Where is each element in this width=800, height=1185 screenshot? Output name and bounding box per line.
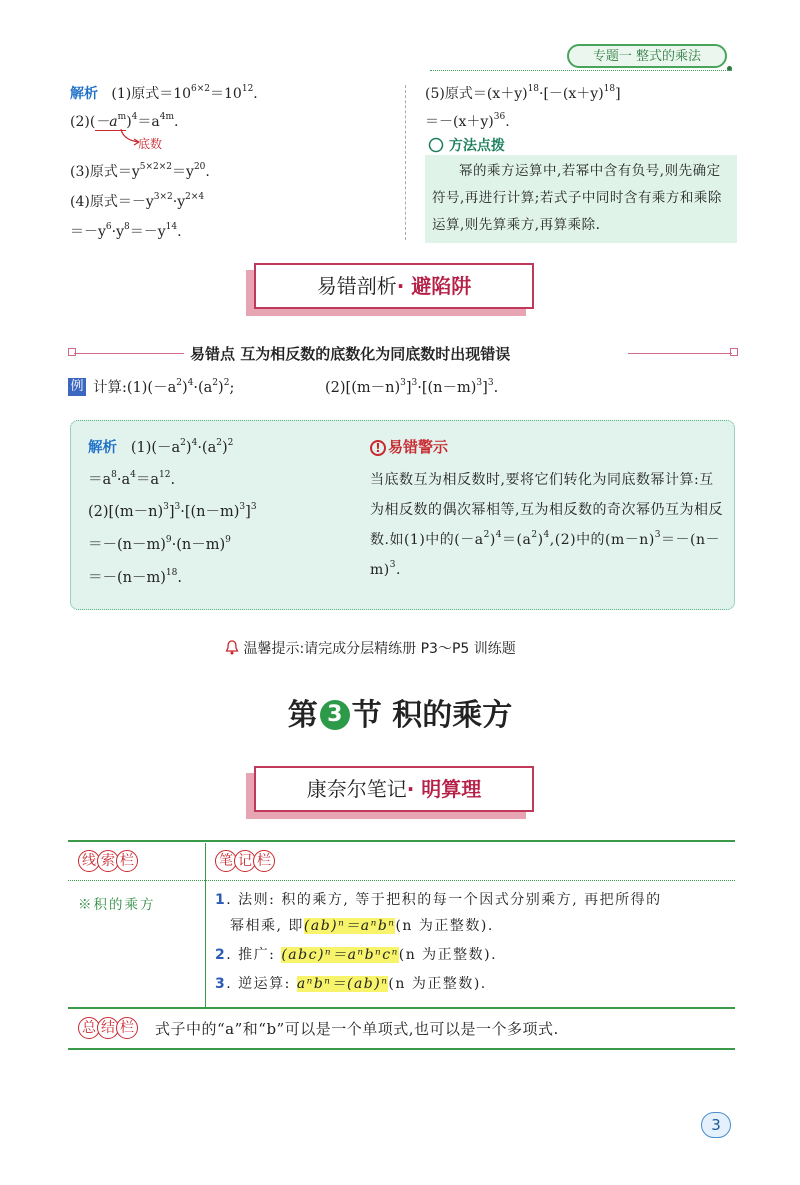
page-number: 3	[701, 1112, 731, 1138]
analysis-line-5: $=-y^6\cdot y^8=-y^{14}$.	[70, 222, 182, 240]
compass-icon	[428, 137, 444, 153]
section-number-badge: 3	[320, 700, 350, 730]
analysis-line-3: (3)原式$=y^{5\times 2\times 2}=y^{20}$.	[70, 162, 210, 180]
summary-text: 式子中的“a”和“b”可以是一个单项式,也可以是一个多项式.	[155, 1020, 559, 1038]
header-rule	[430, 70, 732, 71]
analysis-line-7: $=-(x+y)^{36}$.	[425, 112, 510, 130]
section-banner-cornell-notes: 康奈尔笔记· 明算理	[254, 766, 534, 812]
reminder-tip: 温馨提示:请完成分层精练册 P3～P5 训练题	[225, 638, 516, 658]
notes-bottom-rule	[68, 1048, 735, 1050]
bell-icon	[225, 640, 239, 655]
column-divider	[405, 85, 406, 240]
note-rule-3: 3. 逆运算: aⁿbⁿ＝(ab)ⁿ(n 为正整数).	[215, 976, 487, 992]
summary-column-header: 总 结 栏	[78, 1017, 135, 1039]
analysis-line-6: (5)原式$=(x+y)^{18}\cdot[-(x+y)^{18}]$	[425, 84, 621, 102]
notes-summary-rule	[68, 1007, 735, 1009]
section-title: 第 3 节 积的乘方	[287, 698, 513, 733]
solution-line-5: $=-(n-m)^{18}$.	[88, 568, 182, 586]
method-tip-text: 幂的乘方运算中,若幂中含有负号,则先确定符号,再进行计算;若式子中同时含有乘方和乘除运算,则先算乘方,再算乘除.	[432, 163, 722, 233]
analysis-line-4: (4)原式$=-y^{3\times 2}\cdot y^{2\times 4}$	[70, 192, 205, 210]
analysis-line-2: $(2)(-a^m)^4=a^{4m}$.	[70, 112, 179, 130]
error-point-title: 易错点 互为相反数的底数化为同底数时出现错误	[190, 345, 511, 363]
solution-line-1: 解析 $(1)(-a^2)^4\cdot(a^2)^2$	[88, 438, 234, 456]
notes-top-rule	[68, 840, 735, 842]
warning-title: ! 易错警示	[370, 436, 448, 457]
base-annotation: 底数	[138, 137, 163, 151]
note-rule-1: 1. 法则: 积的乘方, 等于把积的每一个因式分别乘方, 再把所得的	[215, 892, 662, 908]
section-banner-error-analysis: 易错剖析· 避陷阱	[254, 263, 534, 309]
analysis-line-1: 解析 (1)原式$=10^{6\times 2}=10^{12}$.	[70, 84, 258, 102]
notes-column-header: 笔 记 栏	[215, 850, 272, 872]
note-rule-1-cont: 幂相乘, 即(ab)ⁿ＝aⁿbⁿ(n 为正整数).	[230, 918, 494, 934]
header-dot	[727, 66, 732, 71]
example-label: 例	[68, 378, 86, 396]
exclamation-icon: !	[370, 440, 386, 456]
method-tip-title: 方法点拨	[428, 135, 505, 155]
example-question: 计算$:(1)(-a^2)^4\cdot(a^2)^2$;	[93, 378, 235, 396]
notes-column-divider	[205, 843, 206, 1008]
note-rule-2: 2. 推广: (abc)ⁿ＝aⁿbⁿcⁿ(n 为正整数).	[215, 947, 498, 963]
chapter-tag: 专题一 整式的乘法	[567, 44, 727, 68]
clue-item: ※积的乘方	[78, 897, 156, 913]
example-question-2: $(2)[(m-n)^3]^3\cdot[(n-m)^3]^3$.	[325, 378, 499, 396]
solution-line-3: $(2)[(m-n)^3]^3\cdot[(n-m)^3]^3$	[88, 502, 257, 520]
clue-column-header: 线 索 栏	[78, 850, 135, 872]
warning-text: 当底数互为相反数时,要将它们转化为同底数幂计算:互为相反数的偶次幂相等,互为相反数的奇次幂仍互为相反数.如(1)中的$(-a^2)^4=(a^2)^4,(2)$中的$(m-n)^3=-(n-m)^3$.	[370, 472, 723, 578]
solution-line-2: $=a^8\cdot a^4=a^{12}$.	[88, 470, 176, 488]
notes-header-rule	[68, 880, 735, 881]
solution-line-4: $=-(n-m)^9\cdot(n-m)^9$	[88, 535, 231, 553]
